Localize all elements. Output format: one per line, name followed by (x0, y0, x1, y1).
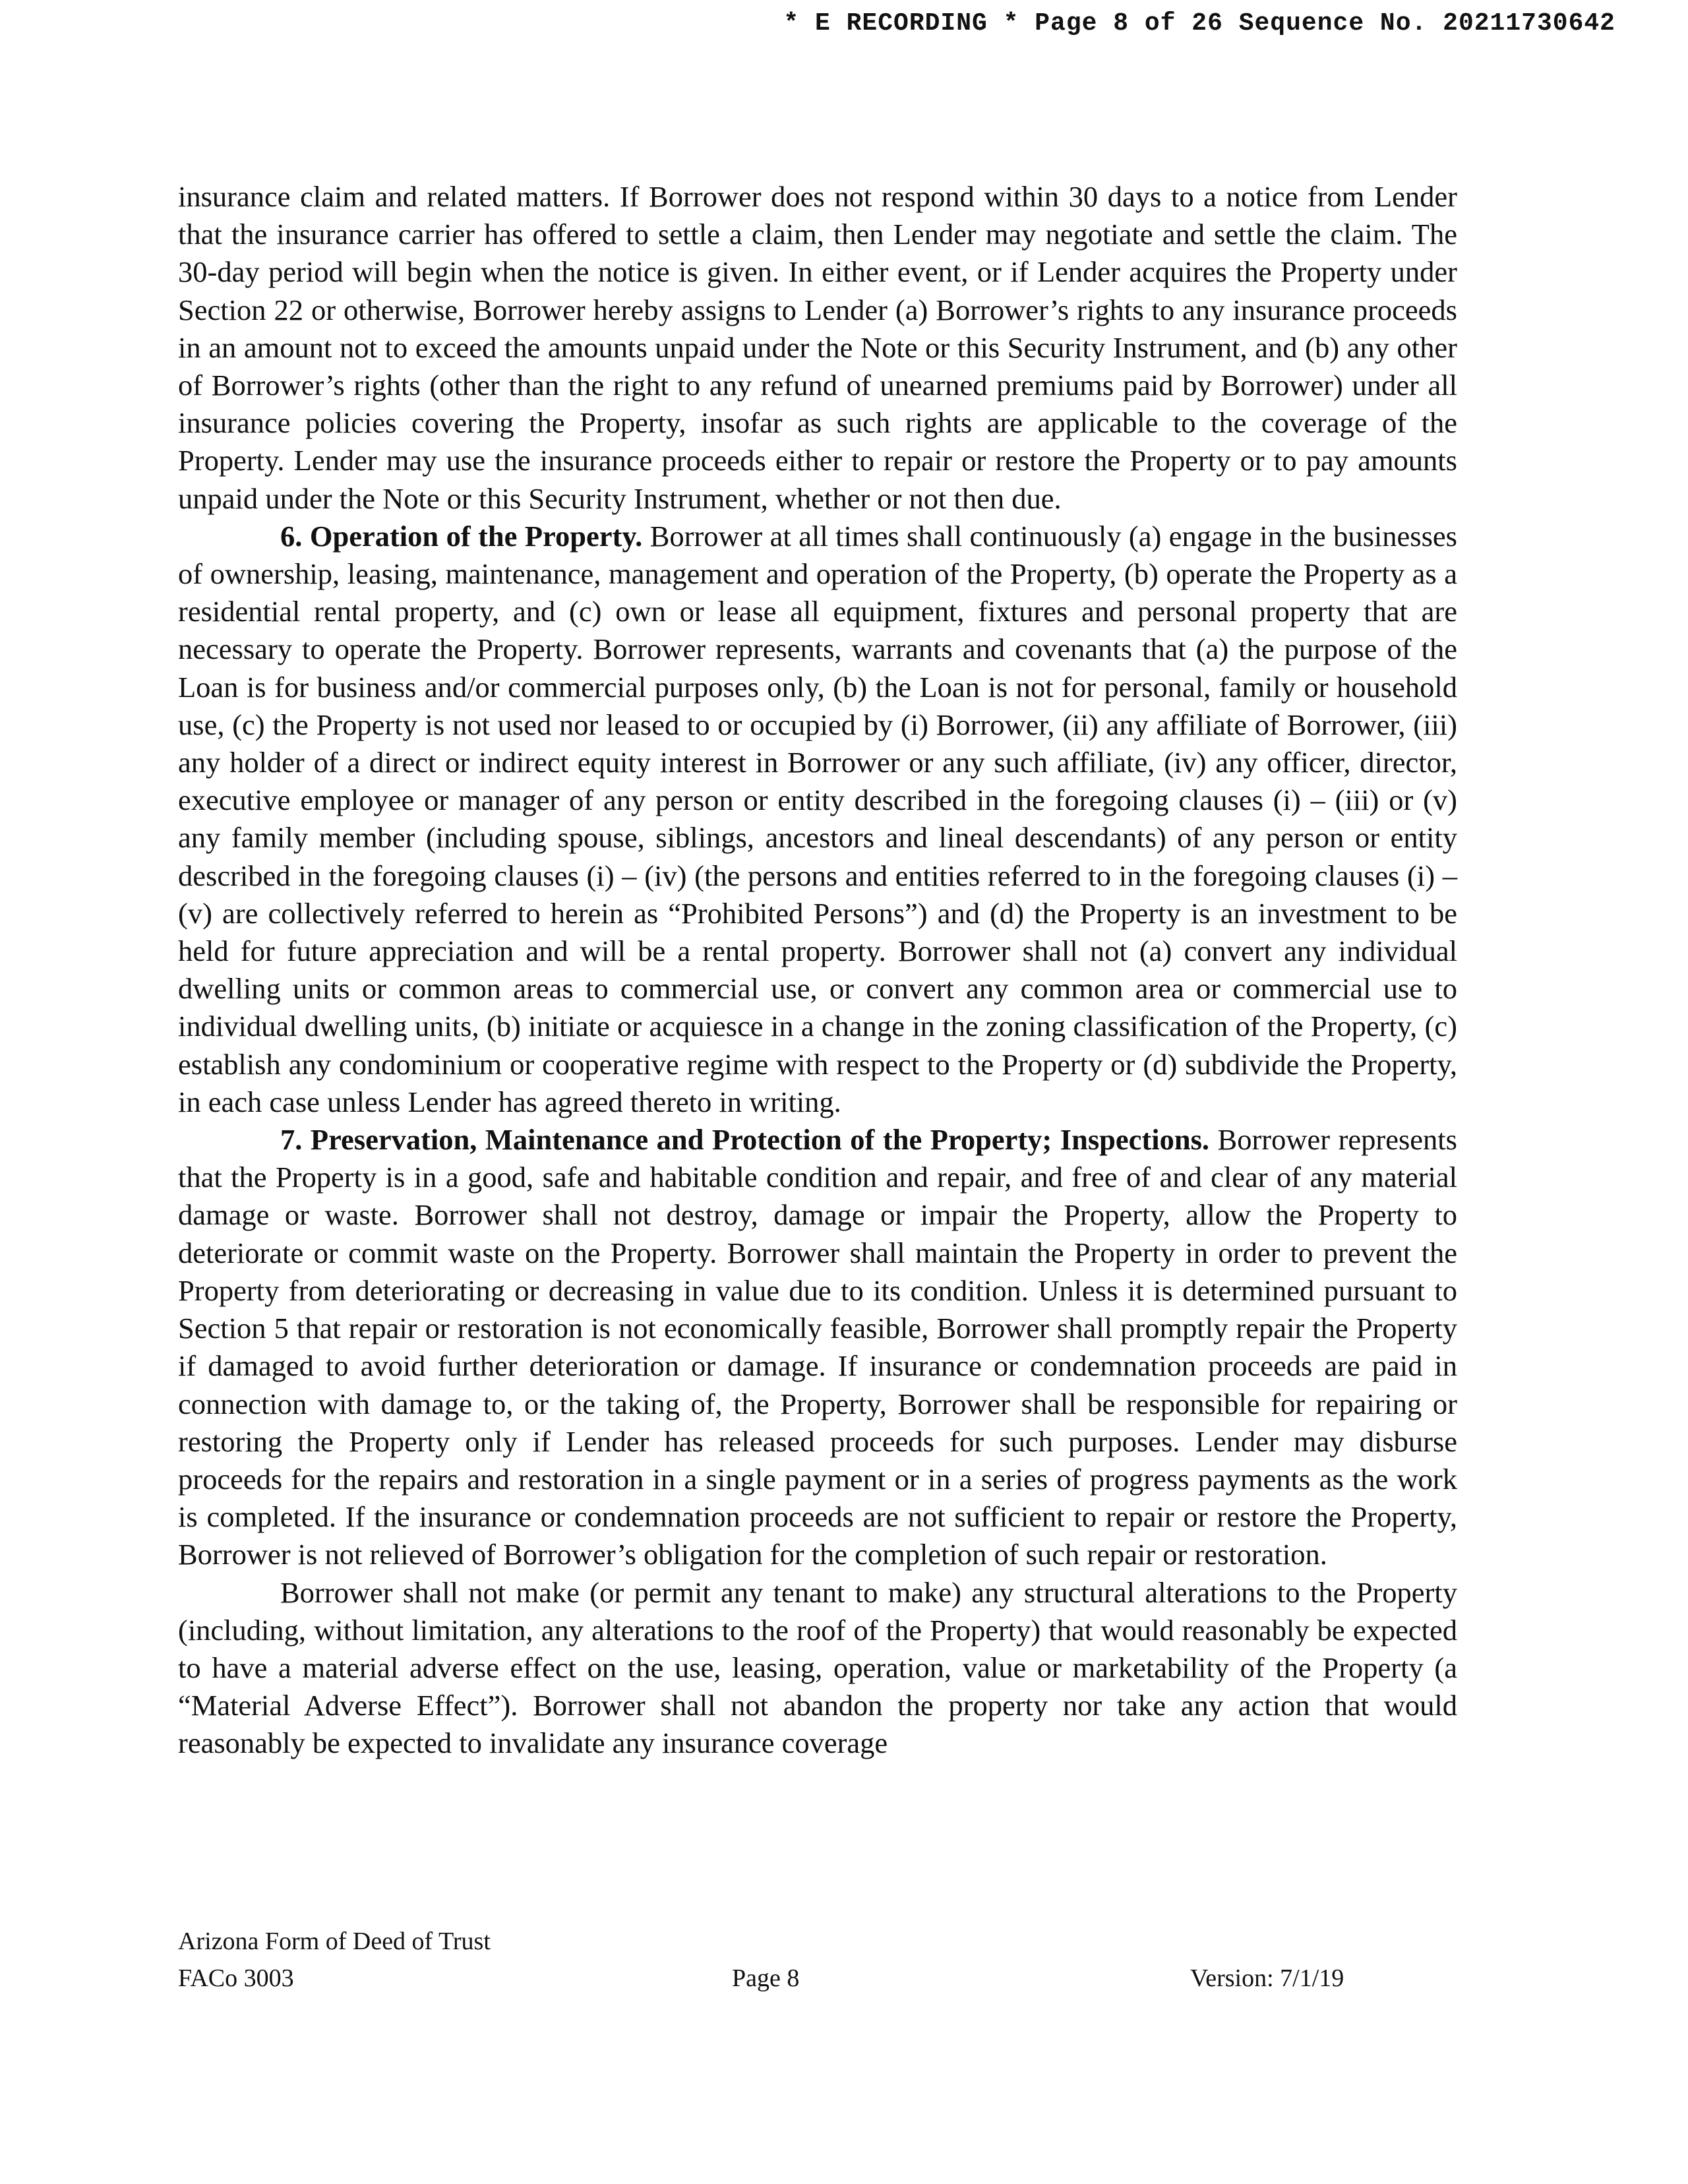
footer-version: Version: 7/1/19 (1190, 1964, 1344, 1992)
footer-page-number: Page 8 (732, 1964, 800, 1992)
footer-form-name: Arizona Form of Deed of Trust (178, 1927, 491, 1955)
section-7-heading: 7. Preservation, Maintenance and Protection of the Property; Inspections. (280, 1123, 1210, 1157)
section-6-paragraph (178, 518, 1457, 1121)
recording-stamp: * E RECORDING * Page 8 of 26 Sequence No. 20211730642 (783, 9, 1615, 38)
section-6-heading: 6. Operation of the Property. (280, 519, 643, 553)
footer-form-code: FACo 3003 (178, 1964, 294, 1992)
page-footer (178, 1923, 1457, 2002)
section-7-paragraph (178, 1121, 1457, 1573)
paragraph-structural-alterations: Borrower shall not make (or permit any tenant to make) any structural alterations to the Property (including, without limitation, any alterations to the roof of the Property) that would reasonably be expected to have a material adverse effect on the use, leasing, operation, value or marketability of the Property (a “Material Adverse Effect”). Borrower shall not abandon the property nor take any action that would reasonably be expected to invalidate any insurance coverage (178, 1575, 1457, 1760)
document-body (178, 178, 1457, 1763)
footer-form-info (178, 1923, 491, 1997)
section-6-text: Borrower at all times shall continuously (a) engage in the businesses of ownership, leasing, maintenance, management and operation of the Property, (b) operate the Property as a residential rental property, and (c) own or lease all equipment, fixtures and personal property that are necessary to operate the Property. Borrower represents, warrants and covenants that (a) the purpose of the Loan is for business and/or commercial purposes only, (b) the Loan is not for personal, family or household use, (c) the Property is not used nor leased to or occupied by (i) Borrower, (ii) any affiliate of Borrower, (iii) any holder of a direct or indirect equity interest in Borrower or any such affiliate, (iv) any officer, director, executive employee or manager of any person or entity described in the foregoing clauses (i) – (iii) or (v) any family member (including spouse, siblings, ancestors and lineal descendants) of any person or entity described in the foregoing clauses (i) – (iv) (the persons and entities referred to in the foregoing clauses (i) – (v) are collectively referred to herein as “Prohibited Persons”) and (d) the Property is an investment to be held for future appreciation and will be a rental property. Borrower shall not (a) convert any individual dwelling units or common areas to commercial use, or convert any common area or commercial use to individual dwelling units, (b) initiate or acquiesce in a change in the zoning classification of the Property, (c) establish any condominium or cooperative regime with respect to the Property or (d) subdivide the Property, in each case unless Lender has agreed thereto in writing. (178, 519, 1457, 1118)
section-7-text: Borrower represents that the Property is in a good, safe and habitable condition and repair, and free of and clear of any material damage or waste. Borrower shall not destroy, damage or impair the Property, allow the Property to deteriorate or commit waste on the Property. Borrower shall maintain the Property in order to prevent the Property from deteriorating or decreasing in value due to its condition. Unless it is determined pursuant to Section 5 that repair or restoration is not economically feasible, Borrower shall promptly repair the Property if damaged to avoid further deterioration or damage. If insurance or condemnation proceeds are paid in connection with damage to, or the taking of, the Property, Borrower shall be responsible for repairing or restoring the Property only if Lender has released proceeds for such purposes. Lender may disburse proceeds for the repairs and restoration in a single payment or in a series of progress payments as the work is completed. If the insurance or condemnation proceeds are not sufficient to repair or restore the Property, Borrower is not relieved of Borrower’s obligation for the completion of such repair or restoration. (178, 1123, 1457, 1571)
paragraph-insurance-continued: insurance claim and related matters. If Borrower does not respond within 30 days to a notice from Lender that the insurance carrier has offered to settle a claim, then Lender may negotiate and settle the claim. The 30-day period will begin when the notice is given. In either event, or if Lender acquires the Property under Section 22 or otherwise, Borrower hereby assigns to Lender (a) Borrower’s rights to any insurance proceeds in an amount not to exceed the amounts unpaid under the Note or this Security Instrument, and (b) any other of Borrower’s rights (other than the right to any refund of unearned premiums paid by Borrower) under all insurance policies covering the Property, insofar as such rights are applicable to the coverage of the Property. Lender may use the insurance proceeds either to repair or restore the Property or to pay amounts unpaid under the Note or this Security Instrument, whether or not then due. (178, 180, 1457, 515)
